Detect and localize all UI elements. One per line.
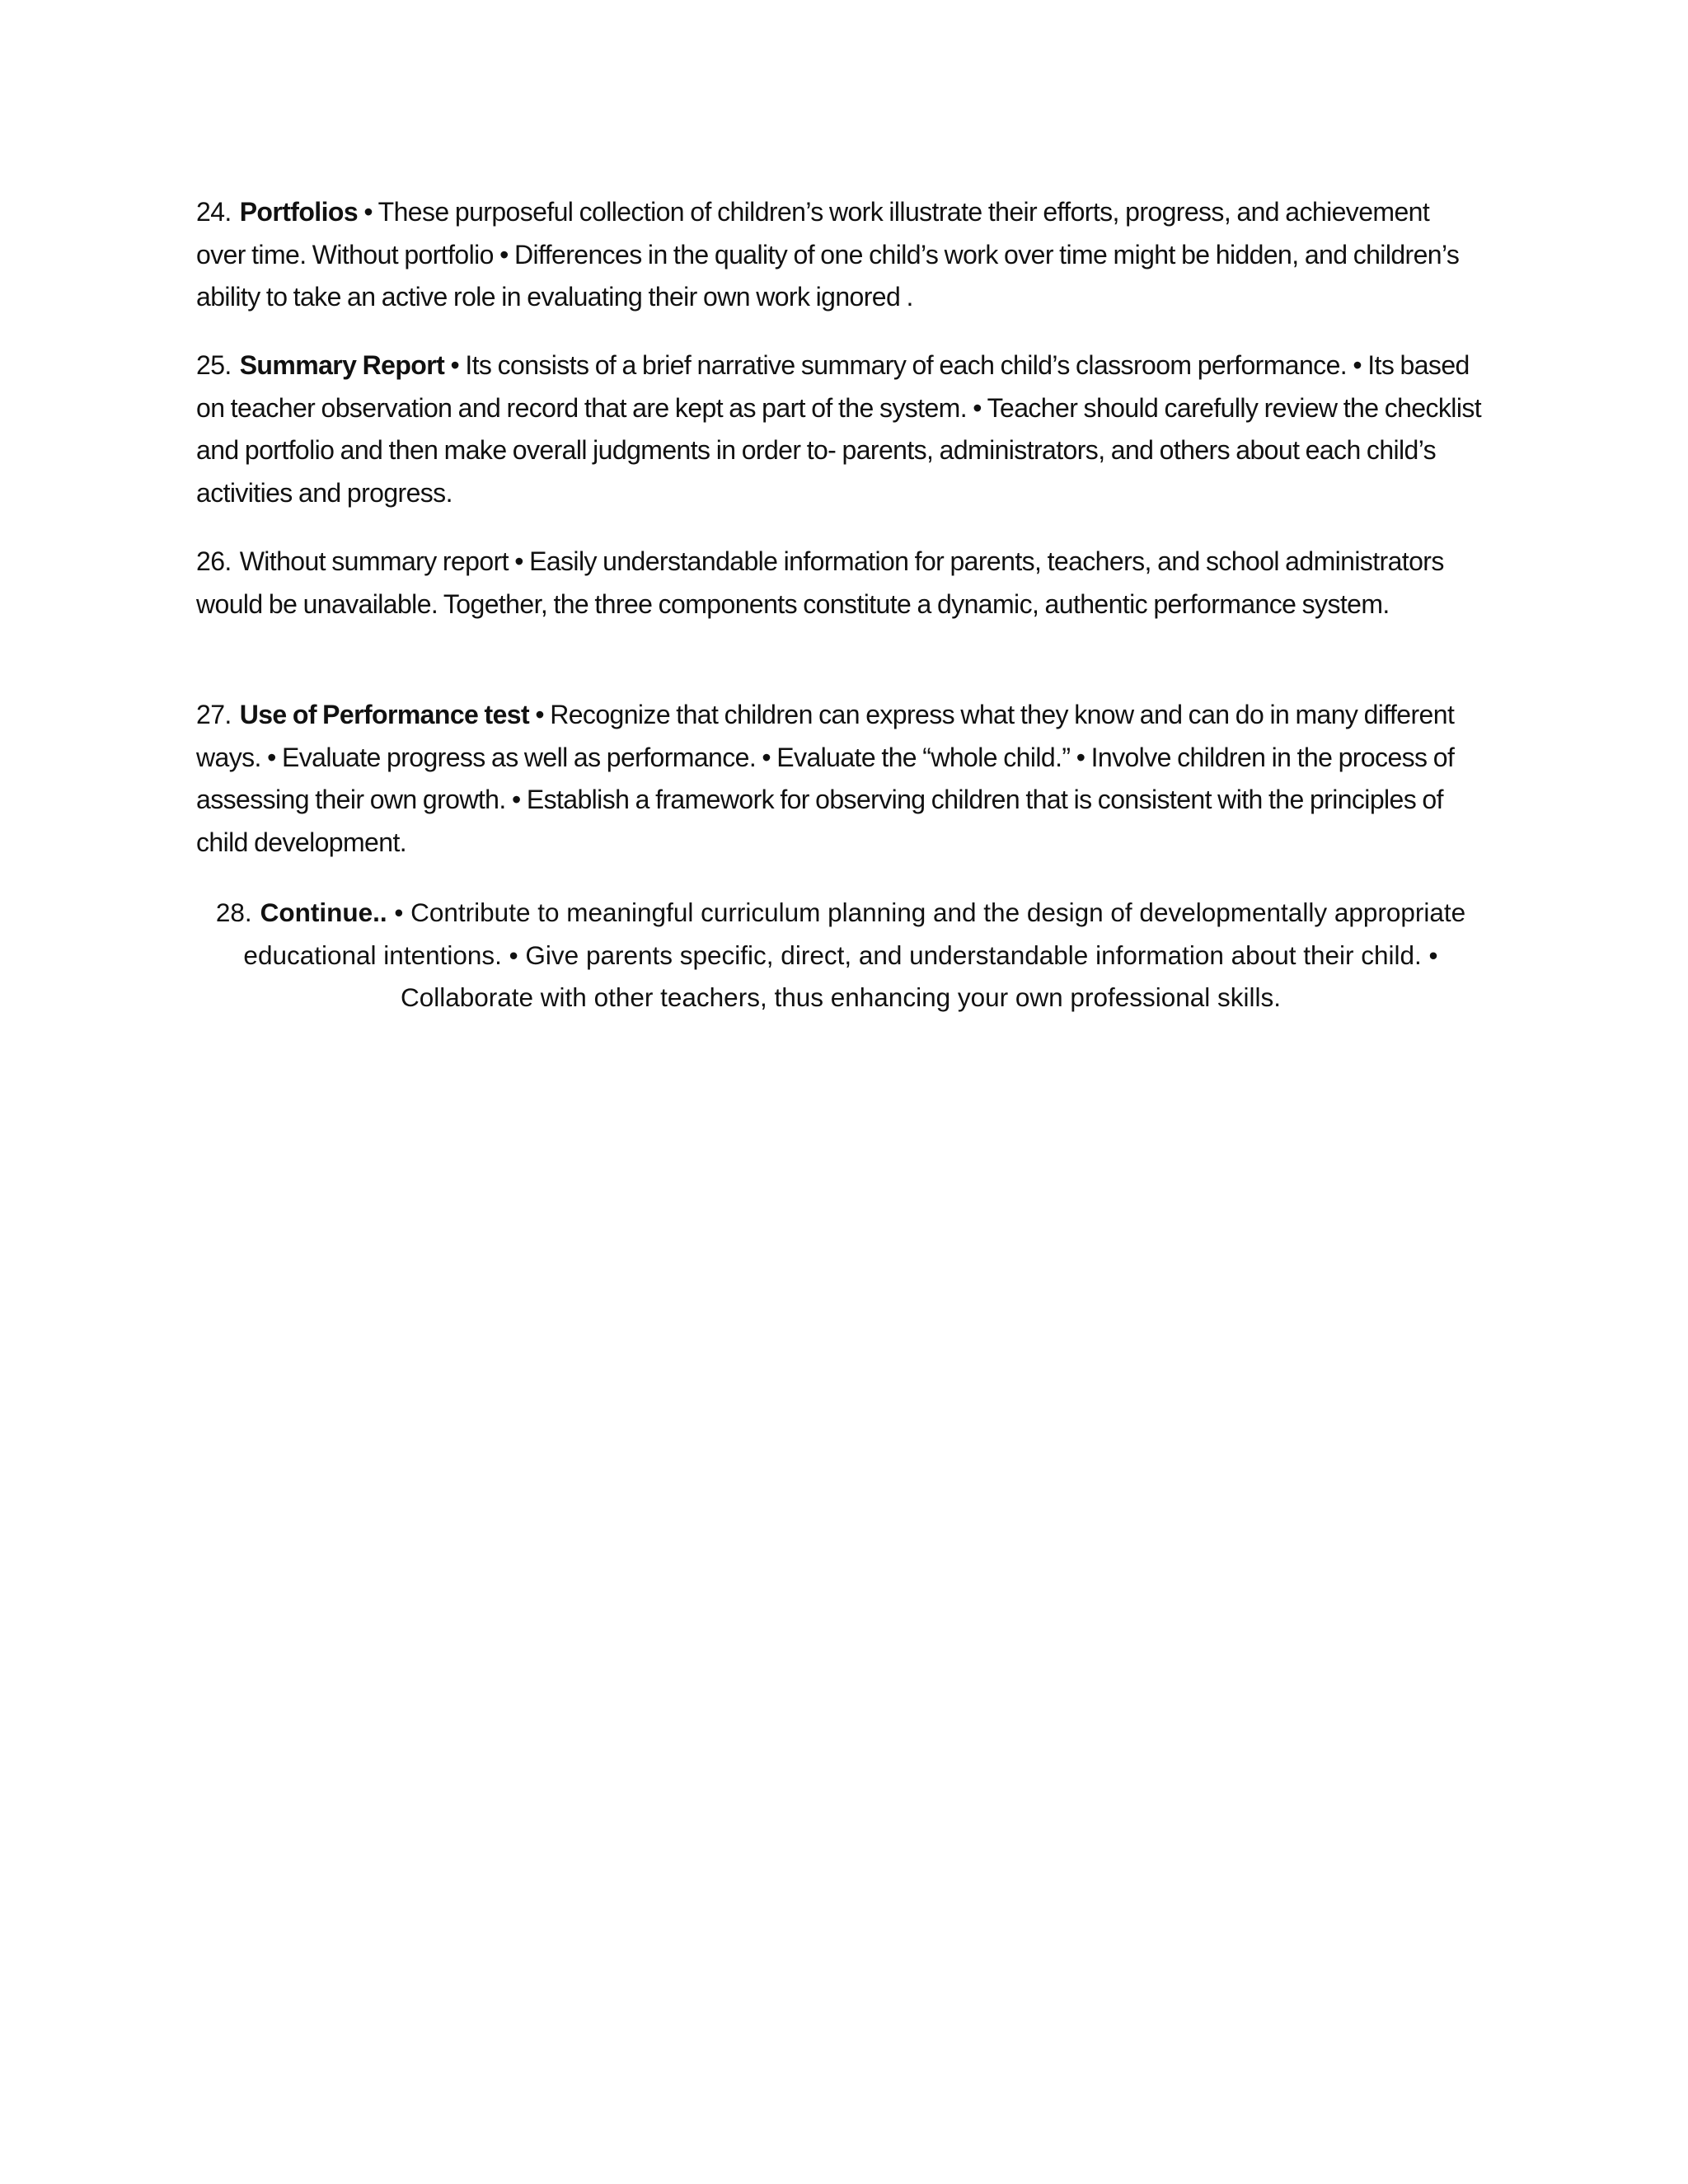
paragraph-heading: Portfolios: [239, 197, 359, 227]
paragraph-text: • Recognize that children can express what they know and can do in many different ways. • Evaluate progress as well as performance. • Evaluate the “whole child.” • Involve children in the process of assessing their own growth. • Establish a framework for observing children that is consistent with the principles of child development.: [196, 700, 1455, 857]
paragraph-text: • Contribute to meaningful curriculum planning and the design of developmentally appropriate educational intentions. • Give parents specific, direct, and understandable information about their child. • Collaborate with other teachers, thus enhancing your own professional skills.: [243, 898, 1466, 1012]
paragraph-number: 27.: [196, 700, 232, 729]
paragraph-number: 25.: [196, 350, 232, 380]
paragraph-number: 24.: [196, 197, 232, 227]
paragraph-text: Without summary report • Easily understandable information for parents, teachers, and school administrators would be unavailable. Together, the three components constitute a dynamic, authentic performance system.: [196, 546, 1444, 619]
paragraph-heading: Continue..: [260, 898, 387, 927]
paragraph-text: • These purposeful collection of children’s work illustrate their efforts, progress, and achievement over time. Without portfolio • Differences in the quality of one child’s work over time might be hidden, and children’s ability to take an active role in evaluating their own work ignored .: [196, 197, 1460, 312]
paragraph-24: [196, 191, 1482, 319]
paragraph-heading: Summary Report: [239, 350, 445, 380]
paragraph-28: [198, 892, 1484, 1019]
paragraph-heading: Use of Performance test: [239, 700, 530, 729]
paragraph-26: [196, 541, 1482, 626]
paragraph-number: 28.: [215, 898, 252, 927]
paragraph-27: [196, 694, 1482, 864]
paragraph-25: [196, 344, 1482, 514]
paragraph-number: 26.: [196, 546, 232, 576]
paragraph-text: • Its consists of a brief narrative summary of each child’s classroom performance. • Its based on teacher observation and record that are kept as part of the system. • Teacher should carefully review the checklist and portfolio and then make overall judgments in order to- parents, administrators, and others about each child’s activities and progress.: [196, 350, 1482, 508]
